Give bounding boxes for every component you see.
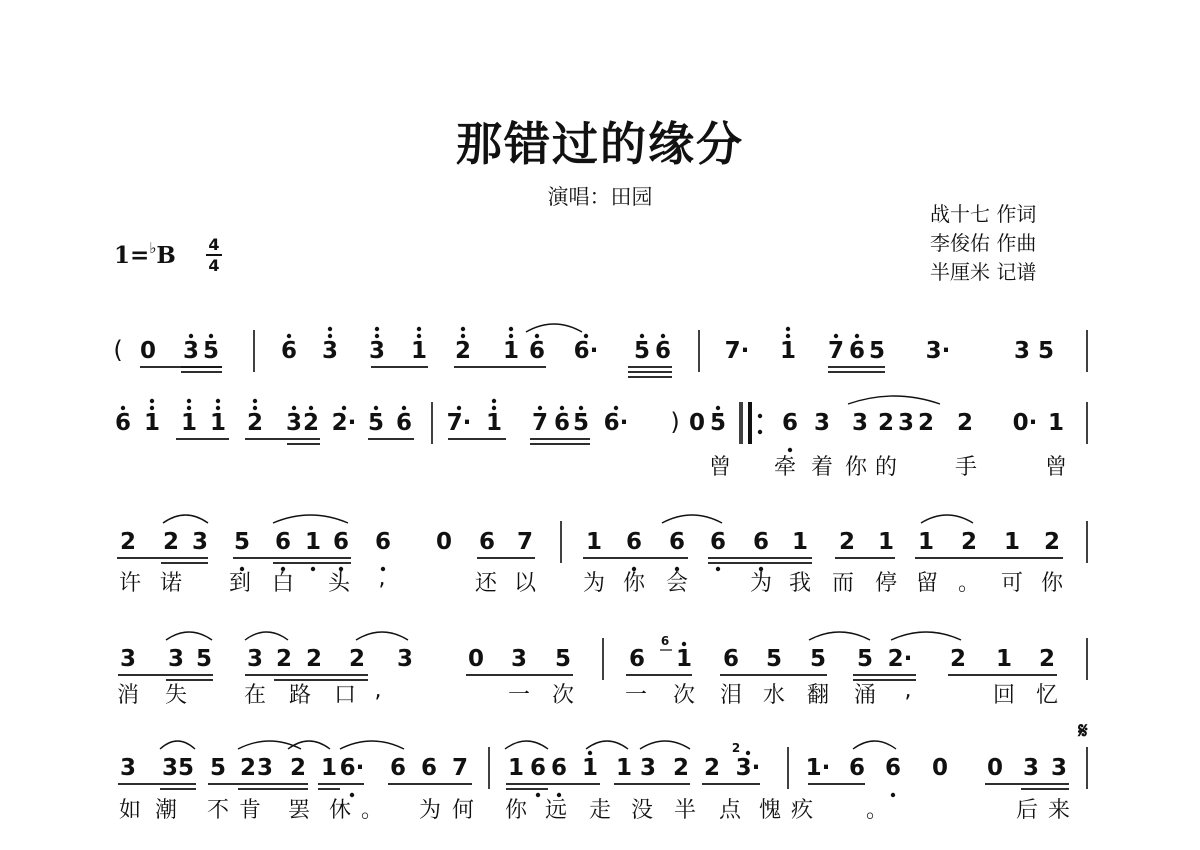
note-digit: 2 bbox=[703, 755, 721, 781]
note-digit: 5 bbox=[809, 646, 827, 672]
slur bbox=[288, 741, 330, 749]
lyric-char: 为 bbox=[749, 571, 773, 596]
upper-octave-dot bbox=[560, 406, 564, 410]
note-digit: 5 bbox=[709, 410, 727, 436]
lyric-char: 路 bbox=[288, 683, 312, 708]
upper-octave-dot bbox=[309, 406, 313, 410]
note-digit: 3 bbox=[191, 529, 209, 555]
lyric-char: 为 bbox=[418, 798, 442, 823]
lyric-char: 走 bbox=[588, 798, 612, 823]
note-digit: 6 bbox=[280, 338, 298, 364]
upper-octave-dot bbox=[328, 327, 332, 331]
note-digit: 6 bbox=[848, 755, 866, 781]
note-digit: 2 bbox=[1038, 646, 1056, 672]
note-digit: 5 bbox=[572, 410, 590, 436]
upper-octave-dot bbox=[855, 334, 859, 338]
lyricist-credit: 战十七 作词 bbox=[930, 202, 1037, 226]
note-digit: 5 bbox=[195, 646, 213, 672]
note-digit: 7 bbox=[531, 410, 549, 436]
note-digit: 6 bbox=[478, 529, 496, 555]
note-digit: 3· bbox=[735, 755, 761, 781]
lyric-char: 诺 bbox=[159, 571, 183, 596]
note-digit: 2 bbox=[119, 529, 137, 555]
upper-octave-dot bbox=[579, 406, 583, 410]
lyric-char: 停 bbox=[874, 571, 898, 596]
note-digit: 5 bbox=[209, 755, 227, 781]
slur bbox=[163, 515, 208, 523]
lyric-char: 远 bbox=[544, 798, 568, 823]
lyric-char: 消 bbox=[116, 683, 140, 708]
upper-octave-dot bbox=[375, 327, 379, 331]
lyric-char: 的 bbox=[874, 455, 898, 480]
lyric-char: 会 bbox=[665, 571, 689, 596]
slur bbox=[526, 324, 582, 332]
upper-octave-dot bbox=[538, 406, 542, 410]
note-digit: 1· bbox=[805, 755, 831, 781]
note-digit: 1 bbox=[1047, 410, 1065, 436]
slur bbox=[160, 741, 195, 749]
note-digit: 2· bbox=[331, 410, 357, 436]
note-digit: 2 bbox=[239, 755, 257, 781]
note-digit: 2· bbox=[887, 646, 913, 672]
note-digit: 6 bbox=[752, 529, 770, 555]
singer-credit: 演唱：田园 bbox=[547, 185, 653, 209]
slur bbox=[340, 741, 404, 749]
note-digit: 2 bbox=[949, 646, 967, 672]
upper-octave-dot bbox=[614, 406, 618, 410]
upper-octave-dot bbox=[509, 334, 513, 338]
note-digit: 5 bbox=[367, 410, 385, 436]
note-digit: 3 bbox=[510, 646, 528, 672]
repeat-barline-thick bbox=[748, 402, 752, 444]
slur bbox=[921, 515, 973, 523]
key-note: B bbox=[156, 242, 176, 269]
upper-octave-dot bbox=[187, 399, 191, 403]
note-digit: 3 bbox=[119, 755, 137, 781]
upper-octave-dot bbox=[661, 334, 665, 338]
lyric-char: 头 bbox=[327, 571, 351, 596]
note-digit: 0 bbox=[688, 410, 706, 436]
upper-octave-dot bbox=[834, 334, 838, 338]
note-digit: 2 bbox=[960, 529, 978, 555]
note-digit: 3 bbox=[182, 338, 200, 364]
time-signature-beats: 4 bbox=[208, 235, 220, 254]
note-digit: 0· bbox=[1012, 410, 1038, 436]
note-digit: 6 bbox=[395, 410, 413, 436]
note-digit: 1 bbox=[581, 755, 599, 781]
note-digit: 0 bbox=[467, 646, 485, 672]
note-digit: 1 bbox=[180, 410, 198, 436]
lyric-char: 涌 bbox=[853, 683, 877, 708]
upper-octave-dot bbox=[492, 399, 496, 403]
upper-octave-dot bbox=[216, 399, 220, 403]
slur bbox=[662, 515, 722, 523]
note-digit: 1 bbox=[779, 338, 797, 364]
note-digit: 6 bbox=[389, 755, 407, 781]
upper-octave-dot bbox=[417, 327, 421, 331]
transcriber-credit: 半厘米 记谱 bbox=[930, 260, 1037, 284]
open-parenthesis: ( bbox=[113, 336, 123, 364]
slur bbox=[891, 632, 961, 640]
lyric-char: 后 bbox=[1015, 798, 1039, 823]
note-digit: 6 bbox=[420, 755, 438, 781]
slur bbox=[809, 632, 870, 640]
lyric-char: 水 bbox=[762, 683, 786, 708]
lyric-char: 潮 bbox=[154, 798, 178, 823]
lyric-char: , bbox=[904, 678, 912, 703]
note-digit: 1 bbox=[143, 410, 161, 436]
note-digit: 7· bbox=[446, 410, 472, 436]
note-digit: 2 bbox=[672, 755, 690, 781]
note-digit: 2 bbox=[246, 410, 264, 436]
lyric-char: 失 bbox=[164, 683, 188, 708]
note-digit: 1 bbox=[585, 529, 603, 555]
lyric-char: 不 bbox=[206, 798, 230, 823]
note-digit: 6 bbox=[529, 755, 547, 781]
grace-note: 2 bbox=[731, 741, 741, 755]
note-digit: 6 bbox=[848, 338, 866, 364]
lyric-char: 忆 bbox=[1035, 683, 1059, 708]
lyric-char: 来 bbox=[1047, 798, 1071, 823]
note-digit: 2 bbox=[275, 646, 293, 672]
note-digit: 6 bbox=[722, 646, 740, 672]
note-digit: 5 bbox=[1037, 338, 1055, 364]
lyric-char: 可 bbox=[1000, 571, 1024, 596]
note-digit: 1 bbox=[615, 755, 633, 781]
upper-octave-dot bbox=[417, 334, 421, 338]
note-digit: 3 bbox=[1022, 755, 1040, 781]
lyric-char: 许 bbox=[118, 571, 142, 596]
upper-octave-dot bbox=[588, 751, 592, 755]
note-digit: 1 bbox=[304, 529, 322, 555]
note-digit: 2 bbox=[454, 338, 472, 364]
note-digit: 2 bbox=[348, 646, 366, 672]
slur bbox=[356, 632, 408, 640]
upper-octave-dot bbox=[716, 406, 720, 410]
lyric-char: 到 bbox=[228, 571, 252, 596]
note-digit: 7 bbox=[451, 755, 469, 781]
upper-octave-dot bbox=[216, 406, 220, 410]
note-digit: 2 bbox=[838, 529, 856, 555]
lyric-char: 为 bbox=[582, 571, 606, 596]
note-digit: 3 bbox=[161, 755, 179, 781]
lyric-char: 曾 bbox=[708, 455, 732, 480]
note-digit: 6· bbox=[339, 755, 365, 781]
note-digit: 6 bbox=[374, 529, 392, 555]
key-prefix: 1= bbox=[114, 242, 150, 269]
lyric-char: 曾 bbox=[1044, 455, 1068, 480]
note-digit: 3 bbox=[1013, 338, 1031, 364]
slur bbox=[853, 741, 896, 749]
upper-octave-dot bbox=[253, 399, 257, 403]
lyric-char: 愧 bbox=[758, 798, 782, 823]
note-digit: 3 bbox=[167, 646, 185, 672]
note-digit: 3 bbox=[321, 338, 339, 364]
lyric-char: 次 bbox=[551, 683, 575, 708]
note-digit: 1 bbox=[995, 646, 1013, 672]
lyric-char: 。 bbox=[865, 798, 889, 823]
lyric-char: 着 bbox=[810, 455, 834, 480]
lyric-char: , bbox=[378, 566, 386, 591]
note-digit: 7 bbox=[827, 338, 845, 364]
lyric-char: 没 bbox=[630, 798, 654, 823]
lyric-char: 何 bbox=[451, 798, 475, 823]
upper-octave-dot bbox=[682, 642, 686, 646]
note-digit: 3 bbox=[396, 646, 414, 672]
upper-octave-dot bbox=[189, 334, 193, 338]
upper-octave-dot bbox=[292, 406, 296, 410]
note-digit: 6 bbox=[332, 529, 350, 555]
note-digit: 6 bbox=[654, 338, 672, 364]
upper-octave-dot bbox=[457, 406, 461, 410]
lyric-char: 你 bbox=[622, 571, 646, 596]
lyric-char: 我 bbox=[788, 571, 812, 596]
lyric-char: 口 bbox=[333, 683, 357, 708]
repeat-dot bbox=[758, 414, 762, 418]
note-digit: 3 bbox=[639, 755, 657, 781]
note-digit: 3 bbox=[813, 410, 831, 436]
slur bbox=[505, 741, 548, 749]
upper-octave-dot bbox=[461, 327, 465, 331]
note-digit: 3 bbox=[368, 338, 386, 364]
note-digit: 1 bbox=[917, 529, 935, 555]
lyric-char: 你 bbox=[1040, 571, 1064, 596]
upper-octave-dot bbox=[461, 334, 465, 338]
upper-octave-dot bbox=[746, 751, 750, 755]
lyric-char: 一 bbox=[507, 683, 531, 708]
note-digit: 5 bbox=[868, 338, 886, 364]
note-digit: 6 bbox=[550, 755, 568, 781]
lyric-char: 在 bbox=[243, 683, 267, 708]
slur bbox=[640, 741, 690, 749]
note-digit: 7· bbox=[724, 338, 750, 364]
note-digit: 2 bbox=[162, 529, 180, 555]
upper-octave-dot bbox=[786, 327, 790, 331]
time-signature-unit: 4 bbox=[208, 256, 220, 275]
upper-octave-dot bbox=[187, 406, 191, 410]
slur bbox=[238, 741, 301, 749]
lower-octave-dot bbox=[891, 793, 895, 797]
note-digit: 5 bbox=[554, 646, 572, 672]
song-title: 那错过的缘分 bbox=[456, 117, 744, 171]
note-digit: 1 bbox=[485, 410, 503, 436]
lyric-char: 一 bbox=[624, 683, 648, 708]
note-digit: 6 bbox=[884, 755, 902, 781]
lyric-char: 你 bbox=[504, 798, 528, 823]
lyric-char: 白 bbox=[271, 571, 295, 596]
lyric-char: 疚 bbox=[790, 798, 814, 823]
slur bbox=[245, 632, 288, 640]
grace-note: 6 bbox=[660, 634, 670, 648]
note-digit: 5 bbox=[765, 646, 783, 672]
note-digit: 6 bbox=[709, 529, 727, 555]
note-digit: 5 bbox=[233, 529, 251, 555]
note-digit: 3 bbox=[256, 755, 274, 781]
lyric-char: , bbox=[374, 678, 382, 703]
lyric-char: 而 bbox=[831, 571, 855, 596]
note-digit: 1 bbox=[507, 755, 525, 781]
lyric-char: 留 bbox=[915, 571, 939, 596]
lower-octave-dot bbox=[311, 567, 315, 571]
note-digit: 1 bbox=[791, 529, 809, 555]
note-digit: 6 bbox=[781, 410, 799, 436]
note-digit: 2 bbox=[917, 410, 935, 436]
note-digit: 3 bbox=[897, 410, 915, 436]
upper-octave-dot bbox=[342, 406, 346, 410]
upper-octave-dot bbox=[640, 334, 644, 338]
note-digit: 6 bbox=[668, 529, 686, 555]
lyric-char: 手 bbox=[954, 455, 978, 480]
note-digit: 3 bbox=[851, 410, 869, 436]
note-digit: 6 bbox=[114, 410, 132, 436]
lyric-char: 点 bbox=[718, 798, 742, 823]
note-digit: 5 bbox=[177, 755, 195, 781]
note-digit: 3 bbox=[119, 646, 137, 672]
note-digit: 2 bbox=[289, 755, 307, 781]
note-digit: 5 bbox=[202, 338, 220, 364]
note-digit: 2 bbox=[302, 410, 320, 436]
lower-octave-dot bbox=[716, 567, 720, 571]
note-digit: 3 bbox=[1050, 755, 1068, 781]
note-digit: 0 bbox=[986, 755, 1004, 781]
lyric-char: 。 bbox=[360, 798, 384, 823]
lyric-char: 回 bbox=[992, 683, 1016, 708]
note-digit: 0 bbox=[435, 529, 453, 555]
lyric-char: 肯 bbox=[238, 798, 262, 823]
note-digit: 1 bbox=[209, 410, 227, 436]
note-digit: 2 bbox=[877, 410, 895, 436]
slur bbox=[166, 632, 212, 640]
note-digit: 6· bbox=[573, 338, 599, 364]
note-digit: 5 bbox=[633, 338, 651, 364]
lyric-char: 牵 bbox=[773, 455, 797, 480]
lyric-char: 。 bbox=[957, 571, 981, 596]
note-digit: 2 bbox=[956, 410, 974, 436]
slur bbox=[586, 741, 628, 749]
lyric-char: 还 bbox=[474, 571, 498, 596]
flat-sign: ♭ bbox=[149, 239, 157, 257]
upper-octave-dot bbox=[121, 406, 125, 410]
note-digit: 6 bbox=[528, 338, 546, 364]
note-digit: 5 bbox=[856, 646, 874, 672]
note-digit: 3 bbox=[285, 410, 303, 436]
note-digit: 1 bbox=[675, 646, 693, 672]
note-digit: 1 bbox=[502, 338, 520, 364]
upper-octave-dot bbox=[150, 406, 154, 410]
lyric-char: 罢 bbox=[287, 798, 311, 823]
note-digit: 6 bbox=[274, 529, 292, 555]
note-digit: 1 bbox=[1003, 529, 1021, 555]
upper-octave-dot bbox=[375, 334, 379, 338]
note-digit: 1 bbox=[410, 338, 428, 364]
note-digit: 3· bbox=[925, 338, 951, 364]
lyric-char: 翻 bbox=[806, 683, 830, 708]
slur bbox=[273, 515, 348, 523]
lower-octave-dot bbox=[536, 793, 540, 797]
note-digit: 3 bbox=[246, 646, 264, 672]
upper-octave-dot bbox=[253, 406, 257, 410]
upper-octave-dot bbox=[287, 334, 291, 338]
lyric-char: 如 bbox=[118, 798, 142, 823]
note-digit: 1 bbox=[877, 529, 895, 555]
upper-octave-dot bbox=[509, 327, 513, 331]
upper-octave-dot bbox=[209, 334, 213, 338]
composer-credit: 李俊佑 作曲 bbox=[930, 231, 1037, 255]
note-digit: 6 bbox=[628, 646, 646, 672]
repeat-dot bbox=[758, 430, 762, 434]
lyric-char: 以 bbox=[513, 571, 537, 596]
upper-octave-dot bbox=[328, 334, 332, 338]
note-digit: 6 bbox=[553, 410, 571, 436]
close-parenthesis: ) bbox=[670, 408, 680, 436]
upper-octave-dot bbox=[374, 406, 378, 410]
note-digit: 6· bbox=[603, 410, 629, 436]
note-digit: 0 bbox=[931, 755, 949, 781]
note-digit: 2 bbox=[305, 646, 323, 672]
note-digit: 2 bbox=[1043, 529, 1061, 555]
lyric-char: 次 bbox=[672, 683, 696, 708]
slur bbox=[848, 396, 940, 404]
lyric-char: 泪 bbox=[719, 683, 743, 708]
lyric-char: 半 bbox=[673, 798, 697, 823]
note-digit: 6 bbox=[625, 529, 643, 555]
upper-octave-dot bbox=[150, 399, 154, 403]
segno-sign: 𝄋 bbox=[1078, 719, 1088, 744]
upper-octave-dot bbox=[535, 334, 539, 338]
upper-octave-dot bbox=[584, 334, 588, 338]
lyric-char: 你 bbox=[844, 455, 868, 480]
upper-octave-dot bbox=[492, 406, 496, 410]
upper-octave-dot bbox=[786, 334, 790, 338]
note-digit: 0 bbox=[139, 338, 157, 364]
note-digit: 1 bbox=[320, 755, 338, 781]
upper-octave-dot bbox=[402, 406, 406, 410]
note-digit: 7 bbox=[516, 529, 534, 555]
lyric-char: 休 bbox=[328, 798, 352, 823]
